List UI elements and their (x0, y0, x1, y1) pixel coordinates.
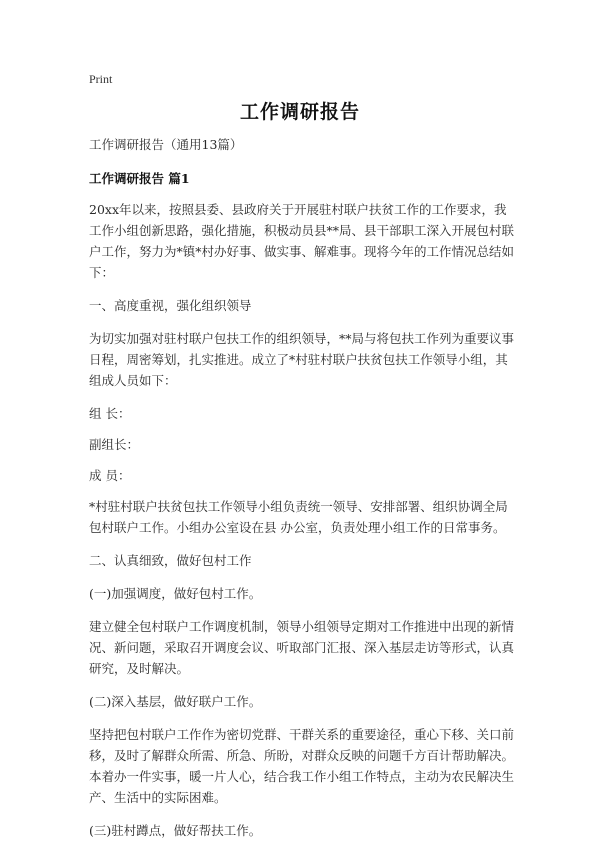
document-subtitle: 工作调研报告（通用13篇） (89, 137, 243, 152)
paragraph: 一、高度重视，强化组织领导 (89, 298, 252, 313)
paragraph: 二、认真细致，做好包村工作 (89, 553, 252, 568)
paragraph: 坚持把包村联户工作作为密切党群、干群关系的重要途径，重心下移、关口前移，及时了解群众所需、所急、所盼，对群众反映的问题千方百计帮助解决。本着办一件实事，暖一片人心，结合我工作小组工作特点，主动为农民解决生产、生活中的实际困难。 (89, 727, 515, 805)
paragraph: (二)深入基层，做好联户工作。 (89, 694, 262, 709)
paragraph: 为切实加强对驻村联户包扶工作的组织领导，**局与将包扶工作列为重要议事日程，周密筹划，扎实推进。成立了*村驻村联户扶贫包扶工作领导小组，其组成人员如下： (89, 331, 515, 388)
paragraph: 副组长： (89, 437, 140, 452)
print-link[interactable]: Print (89, 72, 113, 86)
paragraph: 组 长： (89, 406, 131, 421)
paragraph: 20xx年以来，按照县委、县政府关于开展驻村联户扶贫工作的工作要求，我工作小组创新思路，强化措施，积极动员县**局、县干部职工深入开展包村联户工作，努力为*镇*村办好事、做实事、解难事。现将今年的工作情况总结如下： (89, 202, 515, 280)
paragraph: 建立健全包村联户工作调度机制，领导小组领导定期对工作推进中出现的新情况、新问题，采取召开调度会议、听取部门汇报、深入基层走访等形式，认真研究，及时解决。 (89, 619, 515, 676)
section-heading: 工作调研报告 篇1 (89, 171, 190, 186)
paragraph: (一)加强调度，做好包村工作。 (89, 586, 262, 601)
paragraph: 成 员： (89, 468, 131, 483)
paragraph: (三)驻村蹲点，做好帮扶工作。 (89, 823, 262, 838)
document-body (89, 134, 517, 853)
page-title: 工作调研报告 (239, 101, 360, 123)
paragraph: *村驻村联户扶贫包扶工作领导小组负责统一领导、安排部署、组织协调全局包村联户工作。小组办公室设在县 办公室，负责处理小组工作的日常事务。 (89, 499, 508, 535)
